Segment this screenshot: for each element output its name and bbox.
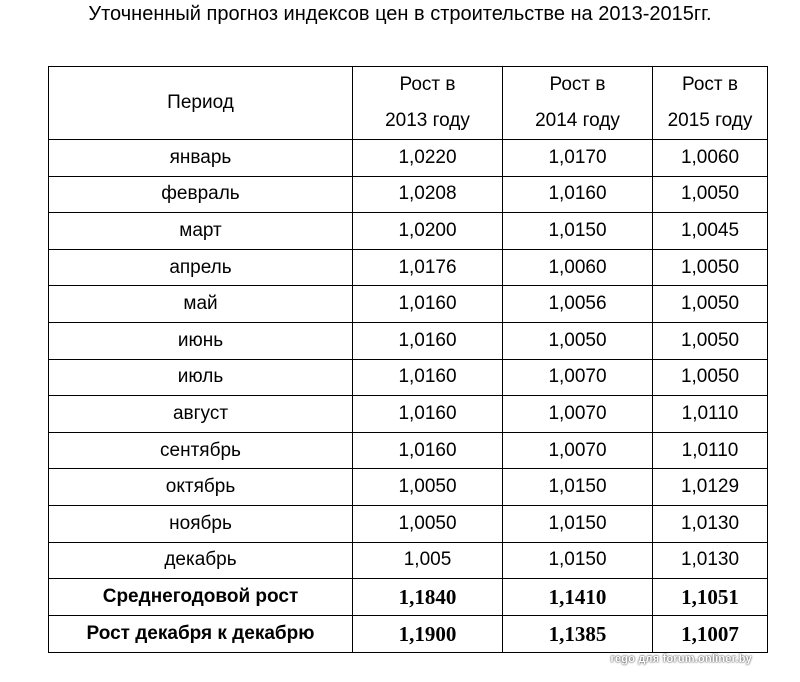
- header-2014-line2: 2014 году: [535, 110, 620, 131]
- value-2015-cell: 1,0110: [653, 432, 768, 469]
- value-2014-cell: 1,0050: [503, 322, 653, 359]
- header-2015: [653, 67, 768, 140]
- period-cell: июль: [49, 359, 353, 396]
- period-cell: октябрь: [49, 469, 353, 506]
- period-cell: май: [49, 286, 353, 323]
- header-2014: [503, 67, 653, 140]
- summary-label: Среднегодовой рост: [49, 579, 353, 616]
- period-cell: июнь: [49, 322, 353, 359]
- table-row: [49, 396, 768, 433]
- value-2014-cell: 1,0070: [503, 432, 653, 469]
- watermark: rego для forum.onliner.by: [610, 653, 752, 665]
- value-2014-cell: 1,0056: [503, 286, 653, 323]
- value-2013-cell: 1,0200: [353, 213, 503, 250]
- value-2013-cell: 1,005: [353, 542, 503, 579]
- value-2015-cell: 1,0050: [653, 176, 768, 213]
- summary-2014-cell: 1,1385: [503, 616, 653, 653]
- summary-2015-cell: 1,1051: [653, 579, 768, 616]
- summary-row-average: [49, 579, 768, 616]
- summary-2014-cell: 1,1410: [503, 579, 653, 616]
- value-2015-cell: 1,0050: [653, 359, 768, 396]
- table-row: [49, 505, 768, 542]
- summary-2015-cell: 1,1007: [653, 616, 768, 653]
- value-2013-cell: 1,0160: [353, 322, 503, 359]
- table-header-row: [49, 67, 768, 140]
- table-row: [49, 249, 768, 286]
- period-cell: январь: [49, 140, 353, 177]
- header-2015-line1: Рост в: [682, 74, 738, 95]
- value-2013-cell: 1,0160: [353, 432, 503, 469]
- header-2013-line2: 2013 году: [385, 110, 470, 131]
- period-cell: ноябрь: [49, 505, 353, 542]
- value-2014-cell: 1,0150: [503, 213, 653, 250]
- table-row: [49, 432, 768, 469]
- value-2014-cell: 1,0150: [503, 505, 653, 542]
- page-title: Уточненный прогноз индексов цен в строительстве на 2013-2015гг.: [88, 3, 712, 25]
- value-2014-cell: 1,0150: [503, 469, 653, 506]
- value-2015-cell: 1,0129: [653, 469, 768, 506]
- period-cell: февраль: [49, 176, 353, 213]
- value-2014-cell: 1,0070: [503, 359, 653, 396]
- value-2013-cell: 1,0160: [353, 359, 503, 396]
- summary-2013-cell: 1,1900: [353, 616, 503, 653]
- table-row: [49, 213, 768, 250]
- period-cell: август: [49, 396, 353, 433]
- table-row: [49, 286, 768, 323]
- header-2014-line1: Рост в: [549, 74, 606, 95]
- summary-label: Рост декабря к декабрю: [49, 616, 353, 653]
- price-index-table: [48, 66, 768, 653]
- value-2014-cell: 1,0150: [503, 542, 653, 579]
- header-2015-line2: 2015 году: [667, 110, 753, 131]
- value-2015-cell: 1,0130: [653, 505, 768, 542]
- value-2014-cell: 1,0070: [503, 396, 653, 433]
- value-2015-cell: 1,0050: [653, 286, 768, 323]
- value-2013-cell: 1,0160: [353, 396, 503, 433]
- table-row: [49, 176, 768, 213]
- summary-row-dec-to-dec: [49, 616, 768, 653]
- value-2014-cell: 1,0170: [503, 140, 653, 177]
- value-2015-cell: 1,0045: [653, 213, 768, 250]
- table-row: [49, 359, 768, 396]
- value-2015-cell: 1,0050: [653, 249, 768, 286]
- header-2013-line1: Рост в: [399, 74, 456, 95]
- period-cell: сентябрь: [49, 432, 353, 469]
- table-row: [49, 322, 768, 359]
- value-2013-cell: 1,0208: [353, 176, 503, 213]
- header-2013: [353, 67, 503, 140]
- period-cell: апрель: [49, 249, 353, 286]
- value-2015-cell: 1,0050: [653, 322, 768, 359]
- period-cell: декабрь: [49, 542, 353, 579]
- value-2015-cell: 1,0060: [653, 140, 768, 177]
- period-cell: март: [49, 213, 353, 250]
- value-2015-cell: 1,0130: [653, 542, 768, 579]
- table-row: [49, 542, 768, 579]
- header-period: [49, 67, 353, 140]
- value-2014-cell: 1,0160: [503, 176, 653, 213]
- header-period-label: Период: [167, 92, 234, 113]
- value-2013-cell: 1,0050: [353, 505, 503, 542]
- value-2013-cell: 1,0176: [353, 249, 503, 286]
- value-2015-cell: 1,0110: [653, 396, 768, 433]
- value-2013-cell: 1,0160: [353, 286, 503, 323]
- value-2013-cell: 1,0050: [353, 469, 503, 506]
- table-row: [49, 469, 768, 506]
- summary-2013-cell: 1,1840: [353, 579, 503, 616]
- value-2014-cell: 1,0060: [503, 249, 653, 286]
- table-row: [49, 140, 768, 177]
- value-2013-cell: 1,0220: [353, 140, 503, 177]
